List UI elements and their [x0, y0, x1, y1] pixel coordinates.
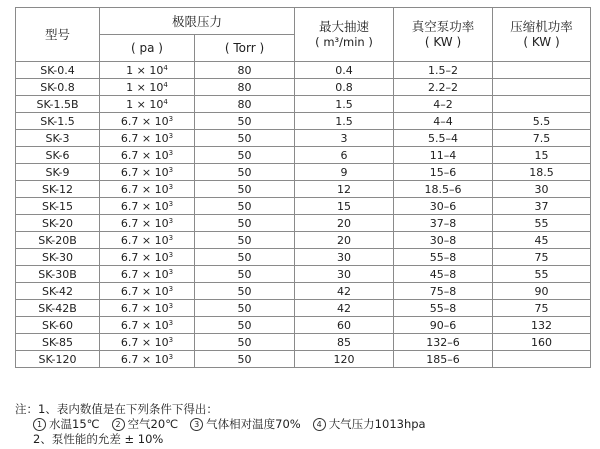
header-max-speed — [295, 8, 394, 62]
cell-model: SK-1.5 — [16, 113, 100, 130]
pressure-pa-base: 6.7 × 10 — [120, 284, 169, 298]
header-unit-pa: ( pa ) — [100, 35, 195, 62]
cell-pump-power: 185–6 — [394, 351, 493, 368]
cell-model: SK-0.4 — [16, 62, 100, 79]
cell-compressor-power — [493, 62, 591, 79]
note-line-2 — [15, 432, 590, 447]
cell-max-speed: 42 — [295, 283, 394, 300]
header-model: 型号 — [16, 8, 100, 62]
cell-pressure-torr: 50 — [195, 334, 295, 351]
cell-pressure-torr: 50 — [195, 164, 295, 181]
cell-pressure-torr: 80 — [195, 96, 295, 113]
pressure-pa-exponent: 3 — [168, 148, 174, 157]
cell-pump-power: 75–8 — [394, 283, 493, 300]
note-conditions — [15, 417, 590, 432]
table-row — [16, 351, 591, 368]
cell-compressor-power: 15 — [493, 147, 591, 164]
cell-pump-power: 132–6 — [394, 334, 493, 351]
cell-pressure-pa — [100, 317, 195, 334]
cell-pump-power: 37–8 — [394, 215, 493, 232]
cell-pressure-pa — [100, 215, 195, 232]
cell-model: SK-85 — [16, 334, 100, 351]
condition-text: 空气20℃ — [127, 417, 179, 431]
pressure-pa-exponent: 3 — [168, 352, 174, 361]
condition-text: 大气压力1013hpa — [328, 417, 426, 431]
cell-pressure-pa — [100, 334, 195, 351]
condition-text: 水温15℃ — [49, 417, 100, 431]
pressure-pa-base: 1 × 10 — [126, 97, 164, 111]
cell-pump-power: 55–8 — [394, 249, 493, 266]
cell-max-speed: 20 — [295, 215, 394, 232]
cell-pressure-torr: 50 — [195, 249, 295, 266]
cell-model: SK-6 — [16, 147, 100, 164]
table-row — [16, 283, 591, 300]
cell-pressure-pa — [100, 113, 195, 130]
cell-pump-power: 4–2 — [394, 96, 493, 113]
spec-table-body — [16, 62, 591, 368]
cell-compressor-power: 30 — [493, 181, 591, 198]
pressure-pa-base: 6.7 × 10 — [120, 216, 169, 230]
pressure-pa-exponent: 3 — [168, 233, 174, 242]
cell-pressure-torr: 50 — [195, 181, 295, 198]
cell-compressor-power: 55 — [493, 215, 591, 232]
pump-spec-table — [15, 7, 591, 368]
cell-model: SK-1.5B — [16, 96, 100, 113]
circled-number: 1 — [33, 418, 46, 431]
cell-max-speed: 12 — [295, 181, 394, 198]
pressure-pa-base: 6.7 × 10 — [120, 352, 169, 366]
cell-max-speed: 42 — [295, 300, 394, 317]
pressure-pa-exponent: 3 — [168, 318, 174, 327]
condition-item — [33, 417, 100, 432]
cell-max-speed: 30 — [295, 249, 394, 266]
header-compressor-power-unit: ( KW ) — [523, 35, 560, 49]
cell-pressure-torr: 50 — [195, 351, 295, 368]
table-row — [16, 181, 591, 198]
cell-model: SK-30 — [16, 249, 100, 266]
cell-model: SK-20 — [16, 215, 100, 232]
table-row — [16, 215, 591, 232]
table-row — [16, 147, 591, 164]
cell-pressure-pa — [100, 232, 195, 249]
cell-pump-power: 4–4 — [394, 113, 493, 130]
pressure-pa-base: 6.7 × 10 — [120, 335, 169, 349]
header-unit-torr: ( Torr ) — [195, 35, 295, 62]
pressure-pa-exponent: 3 — [168, 131, 174, 140]
cell-compressor-power: 90 — [493, 283, 591, 300]
table-row — [16, 113, 591, 130]
cell-pressure-torr: 50 — [195, 130, 295, 147]
cell-pump-power: 1.5–2 — [394, 62, 493, 79]
cell-pressure-pa — [100, 351, 195, 368]
cell-max-speed: 0.4 — [295, 62, 394, 79]
cell-pressure-pa — [100, 300, 195, 317]
pressure-pa-exponent: 3 — [168, 114, 174, 123]
cell-model: SK-42B — [16, 300, 100, 317]
cell-max-speed: 60 — [295, 317, 394, 334]
pressure-pa-base: 6.7 × 10 — [120, 250, 169, 264]
cell-max-speed: 85 — [295, 334, 394, 351]
header-max-speed-label: 最大抽速 — [319, 19, 370, 34]
cell-pressure-torr: 50 — [195, 232, 295, 249]
cell-model: SK-12 — [16, 181, 100, 198]
condition-item — [112, 417, 179, 432]
cell-compressor-power: 160 — [493, 334, 591, 351]
pressure-pa-base: 6.7 × 10 — [120, 114, 169, 128]
table-row — [16, 266, 591, 283]
table-row — [16, 79, 591, 96]
cell-max-speed: 3 — [295, 130, 394, 147]
pressure-pa-base: 1 × 10 — [126, 63, 164, 77]
header-pump-power-label: 真空泵功率 — [411, 19, 475, 34]
cell-model: SK-15 — [16, 198, 100, 215]
cell-pressure-torr: 80 — [195, 62, 295, 79]
cell-pressure-pa — [100, 79, 195, 96]
pressure-pa-exponent: 4 — [163, 97, 168, 106]
cell-pressure-torr: 50 — [195, 147, 295, 164]
cell-max-speed: 1.5 — [295, 113, 394, 130]
table-row — [16, 249, 591, 266]
pressure-pa-exponent: 3 — [168, 165, 174, 174]
cell-max-speed: 1.5 — [295, 96, 394, 113]
cell-pump-power: 2.2–2 — [394, 79, 493, 96]
cell-pump-power: 18.5–6 — [394, 181, 493, 198]
pressure-pa-base: 6.7 × 10 — [120, 182, 169, 196]
table-row — [16, 96, 591, 113]
cell-max-speed: 30 — [295, 266, 394, 283]
table-row — [16, 317, 591, 334]
pressure-pa-exponent: 3 — [168, 250, 174, 259]
header-compressor-power — [493, 8, 591, 62]
cell-model: SK-0.8 — [16, 79, 100, 96]
header-ultimate-pressure: 极限压力 — [100, 8, 295, 35]
cell-pressure-torr: 50 — [195, 283, 295, 300]
condition-item — [190, 417, 301, 432]
cell-pressure-torr: 80 — [195, 79, 295, 96]
cell-pressure-pa — [100, 283, 195, 300]
cell-compressor-power — [493, 96, 591, 113]
pressure-pa-exponent: 3 — [168, 182, 174, 191]
pressure-pa-base: 6.7 × 10 — [120, 318, 169, 332]
pressure-pa-base: 6.7 × 10 — [120, 199, 169, 213]
cell-pump-power: 30–8 — [394, 232, 493, 249]
cell-pressure-torr: 50 — [195, 300, 295, 317]
cell-compressor-power: 18.5 — [493, 164, 591, 181]
cell-pressure-pa — [100, 266, 195, 283]
cell-max-speed: 9 — [295, 164, 394, 181]
cell-max-speed: 15 — [295, 198, 394, 215]
cell-compressor-power: 75 — [493, 300, 591, 317]
pressure-pa-exponent: 3 — [168, 301, 174, 310]
pressure-pa-exponent: 4 — [163, 63, 168, 72]
cell-pump-power: 90–6 — [394, 317, 493, 334]
cell-model: SK-30B — [16, 266, 100, 283]
cell-model: SK-3 — [16, 130, 100, 147]
table-row — [16, 62, 591, 79]
table-row — [16, 164, 591, 181]
condition-text: 气体相对温度70% — [206, 417, 301, 431]
table-row — [16, 130, 591, 147]
cell-compressor-power: 45 — [493, 232, 591, 249]
cell-compressor-power: 37 — [493, 198, 591, 215]
table-row — [16, 334, 591, 351]
cell-model: SK-20B — [16, 232, 100, 249]
header-pump-power — [394, 8, 493, 62]
pressure-pa-exponent: 4 — [163, 80, 168, 89]
pressure-pa-base: 6.7 × 10 — [120, 267, 169, 281]
cell-pump-power: 55–8 — [394, 300, 493, 317]
cell-pump-power: 5.5–4 — [394, 130, 493, 147]
cell-model: SK-120 — [16, 351, 100, 368]
cell-pump-power: 30–6 — [394, 198, 493, 215]
cell-pump-power: 45–8 — [394, 266, 493, 283]
pressure-pa-base: 6.7 × 10 — [120, 165, 169, 179]
cell-max-speed: 6 — [295, 147, 394, 164]
cell-model: SK-9 — [16, 164, 100, 181]
pressure-pa-base: 6.7 × 10 — [120, 301, 169, 315]
table-row — [16, 300, 591, 317]
cell-pressure-pa — [100, 147, 195, 164]
cell-model: SK-60 — [16, 317, 100, 334]
cell-model: SK-42 — [16, 283, 100, 300]
pressure-pa-exponent: 3 — [168, 216, 174, 225]
cell-pressure-pa — [100, 198, 195, 215]
table-row — [16, 232, 591, 249]
pressure-pa-base: 1 × 10 — [126, 80, 164, 94]
condition-list — [15, 417, 438, 432]
circled-number: 2 — [112, 418, 125, 431]
pressure-pa-exponent: 3 — [168, 284, 174, 293]
cell-pressure-pa — [100, 164, 195, 181]
cell-pressure-torr: 50 — [195, 113, 295, 130]
header-row-1 — [16, 8, 591, 35]
cell-pressure-pa — [100, 249, 195, 266]
cell-compressor-power: 7.5 — [493, 130, 591, 147]
cell-compressor-power — [493, 351, 591, 368]
cell-pressure-torr: 50 — [195, 266, 295, 283]
cell-compressor-power: 132 — [493, 317, 591, 334]
table-row — [16, 198, 591, 215]
cell-max-speed: 20 — [295, 232, 394, 249]
cell-pressure-pa — [100, 62, 195, 79]
cell-max-speed: 120 — [295, 351, 394, 368]
cell-pressure-torr: 50 — [195, 317, 295, 334]
header-pump-power-unit: ( KW ) — [424, 35, 462, 49]
header-compressor-power-label: 压缩机功率 — [510, 19, 573, 34]
pressure-pa-exponent: 3 — [168, 335, 174, 344]
pressure-pa-base: 6.7 × 10 — [120, 148, 169, 162]
cell-compressor-power — [493, 79, 591, 96]
cell-pressure-pa — [100, 130, 195, 147]
cell-compressor-power: 55 — [493, 266, 591, 283]
cell-pressure-pa — [100, 181, 195, 198]
cell-max-speed: 0.8 — [295, 79, 394, 96]
cell-pump-power: 15–6 — [394, 164, 493, 181]
pressure-pa-base: 6.7 × 10 — [120, 131, 169, 145]
notes-section — [15, 402, 590, 447]
cell-compressor-power: 75 — [493, 249, 591, 266]
cell-compressor-power: 5.5 — [493, 113, 591, 130]
pressure-pa-base: 6.7 × 10 — [120, 233, 169, 247]
note-tolerance: 2、泵性能的允差 ± 10% — [33, 432, 164, 446]
cell-pump-power: 11–4 — [394, 147, 493, 164]
pressure-pa-exponent: 3 — [168, 267, 174, 276]
cell-pressure-torr: 50 — [195, 198, 295, 215]
pressure-pa-exponent: 3 — [168, 199, 174, 208]
circled-number: 3 — [190, 418, 203, 431]
note-line-1: 注：1、表内数值是在下列条件下得出： — [15, 402, 218, 416]
condition-item — [313, 417, 426, 432]
header-max-speed-unit: ( m³/min ) — [315, 35, 373, 49]
cell-pressure-pa — [100, 96, 195, 113]
circled-number: 4 — [313, 418, 326, 431]
cell-pressure-torr: 50 — [195, 215, 295, 232]
